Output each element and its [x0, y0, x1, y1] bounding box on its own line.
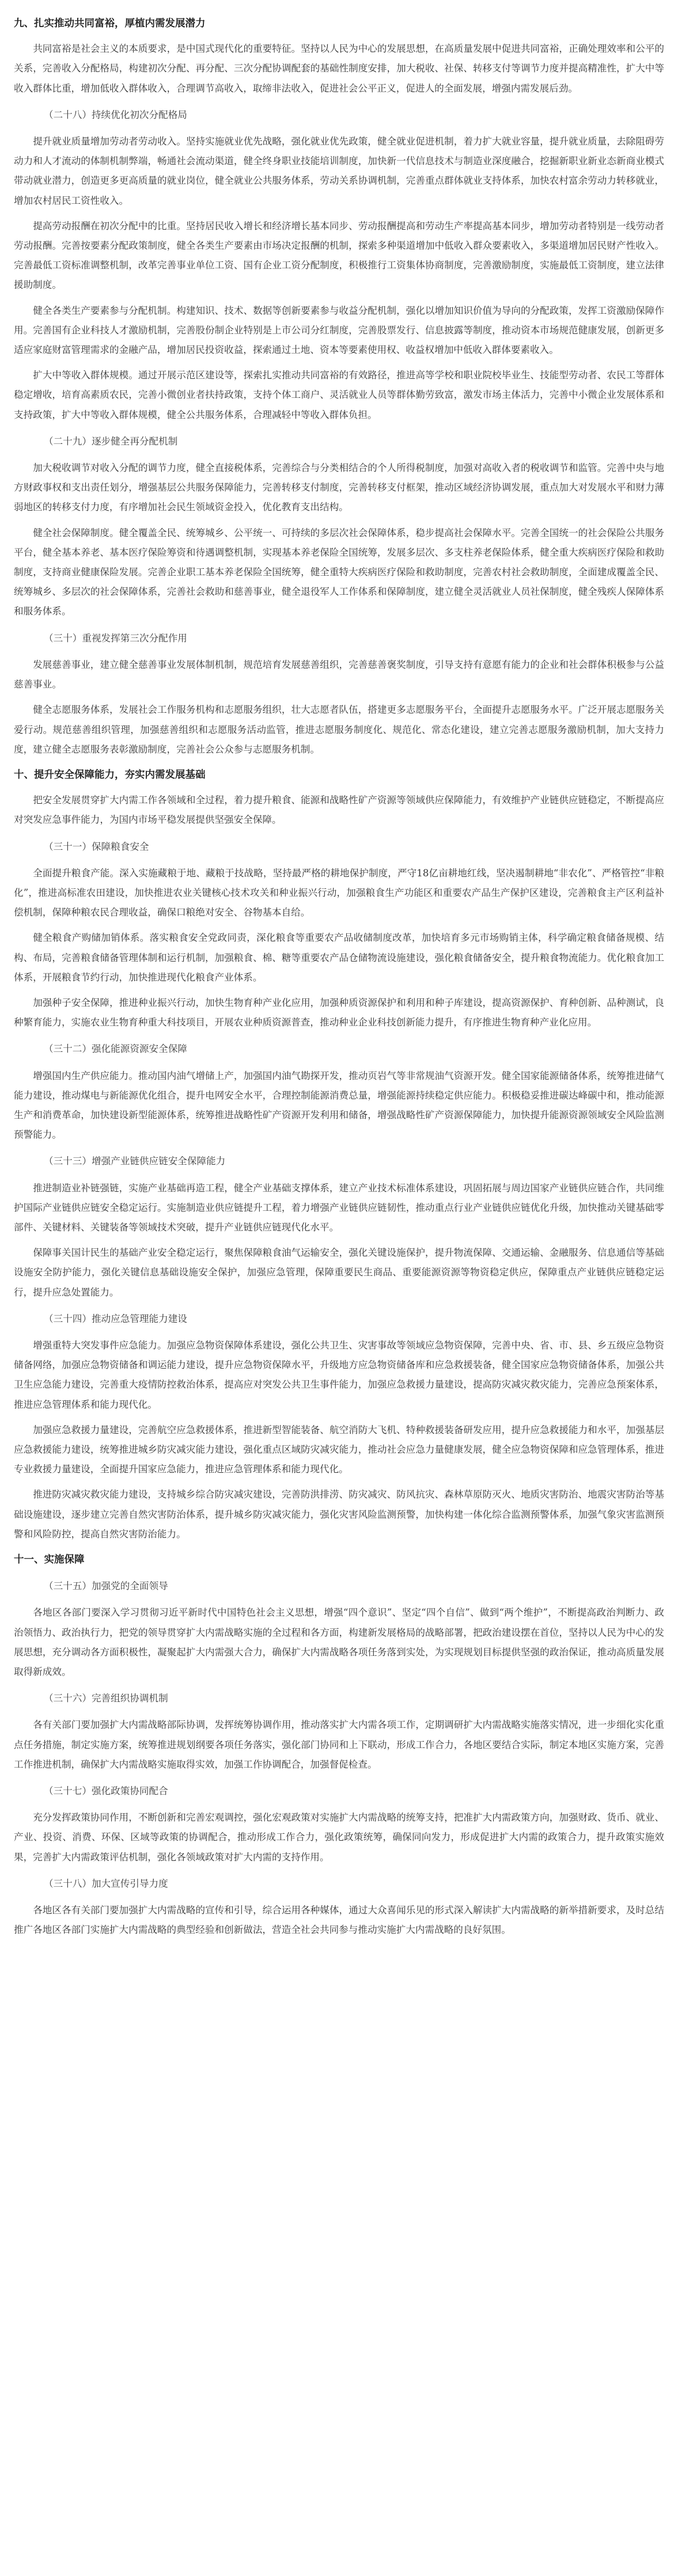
subsection-heading: （三十二）强化能源资源安全保障 [44, 1043, 187, 1055]
body-paragraph: 健全社会保障制度。健全覆盖全民、统筹城乡、公平统一、可持续的多层次社会保障体系，稳步提高社会保障水平。完善全国统一的社会保险公共服务平台，健全基本养老、基本医疗保险筹资和待遇调整机制，实现基本养老保险全国统筹，发展多层次、多支柱养老保险体系，健全重大疾病医疗保险和救助制度，支持商业健康保险发展。完善企业职工基本养老保险全国统筹，健全重特大疾病医疗保险和救助制度，完善农村社会救助制度，全面建成覆盖全民、统筹城乡、多层次的社会保障体系，完善社会救助和慈善事业，健全退役军人工作体系和保障制度，建立健全灵活就业人员社保制度，健全残疾人保障体系和服务体系。 [14, 527, 664, 617]
subsection-heading: （三十四）推动应急管理能力建设 [44, 1313, 187, 1324]
subsection-heading: （三十三）增强产业链供应链安全保障能力 [44, 1156, 226, 1167]
section-heading: 十、提升安全保障能力，夯实内需发展基础 [14, 769, 206, 781]
body-paragraph: 加大税收调节对收入分配的调节力度，健全直接税体系，完善综合与分类相结合的个人所得税制度，加强对高收入者的税收调节和监管。完善中央与地方财政事权和支出责任划分，增强基层公共服务保障能力，完善转移支付制度，完善转移支付框架，推动区域经济协调发展，重点加大对发展水平和财力薄弱地区的转移支付力度，有序增加社会民生领域资金投入，优化教育支出结构。 [14, 462, 664, 513]
body-paragraph: 增强国内生产供应能力。推动国内油气增储上产，加强国内油气勘探开发，推动页岩气等非常规油气资源开发。健全国家能源储备体系，统筹推进储气能力建设，推动煤电与新能源优化组合，提升电网安全水平，合理控制能源消费总量，增强能源持续稳定供应能力。积极稳妥推进碳达峰碳中和，推动能源生产和消费革命，加快建设新型能源体系，统筹推进战略性矿产资源开发利用和储备，增强战略性矿产资源保障能力，加快提升能源资源领域安全风险监测预警能力。 [14, 1070, 664, 1141]
body-paragraph: 健全志愿服务体系，发展社会工作服务机构和志愿服务组织，壮大志愿者队伍，搭建更多志愿服务平台，全面提升志愿服务水平。广泛开展志愿服务关爱行动。规范慈善组织管理，加强慈善组织和志愿服务活动监管，推进志愿服务制度化、规范化、常态化建设，建立完善志愿服务激励机制，加大支持力度，建立健全志愿服务表彰激励制度，完善社会公众参与志愿服务机制。 [14, 704, 664, 755]
subsection-heading: （二十八）持续优化初次分配格局 [44, 109, 187, 120]
body-paragraph: 把安全发展贯穿扩大内需工作各领域和全过程，着力提升粮食、能源和战略性矿产资源等领域供应保障能力，有效维护产业链供应链稳定，不断提高应对突发应急事件能力，为国内市场平稳发展提供坚强安全保障。 [14, 795, 664, 826]
body-paragraph: 提升就业质量增加劳动者劳动收入。坚持实施就业优先战略，强化就业优先政策，健全就业促进机制，着力扩大就业容量，提升就业质量，去除阻碍劳动力和人才流动的体制机制弊端，畅通社会流动渠道，健全终身职业技能培训制度，加快新一代信息技术与制造业深度融合，挖掘新职业新业态新商业模式带动就业潜力，创造更多更高质量的就业岗位，健全就业公共服务体系，劳动关系协调机制，完善重点群体就业支持体系，加快农村富余劳动力转移就业，增加农村居民工资性收入。 [14, 136, 664, 206]
body-paragraph: 加强种子安全保障，推进种业振兴行动，加快生物育种产业化应用，加强种质资源保护和利用和种子库建设，提高资源保护、育种创新、品种测试，良种繁育能力，实施农业生物育种重大科技项目，开展农业种质资源普查，推动种业企业科技创新能力提升，有序推进生物育种产业化应用。 [14, 997, 664, 1028]
body-paragraph: 各地区各部门要深入学习贯彻习近平新时代中国特色社会主义思想，增强“四个意识”、坚定“四个自信”、做到“两个维护”，不断提高政治判断力、政治领悟力、政治执行力，把党的领导贯穿扩大内需战略实施的全过程和各方面，构建新发展格局的战略部署，把政治建设摆在首位，坚持以人民为中心的发展思想，充分调动各方面积极性，凝聚起扩大内需强大合力，确保扩大内需战略各项任务落到实处，为实现规划目标提供坚强的政治保证，推动高质量发展取得新成效。 [14, 1607, 664, 1678]
body-paragraph: 保障事关国计民生的基础产业安全稳定运行，聚焦保障粮食油气运输安全，强化关键设施保护，提升物流保障、交通运输、金融服务、信息通信等基础设施安全防护能力，强化关键信息基础设施安全保护，加强应急管理，保障重要民生商品、重要能源资源等物资稳定供应，保障重点产业链供应链稳定运行，提升应急处置能力。 [14, 1247, 664, 1298]
body-paragraph: 推进防灾减灾救灾能力建设，支持城乡综合防灾减灾建设，完善防洪排涝、防灾减灾、防风抗灾、森林草原防灭火、地质灾害防治、地震灾害防治等基础设施建设，逐步建立完善自然灾害防治体系，提升城乡防灾减灾能力，强化灾害风险监测预警，加快构建一体化综合监测预警体系，加强气象灾害监测预警和风险防控，提高自然灾害防治能力。 [14, 1489, 664, 1540]
body-paragraph: 扩大中等收入群体规模。通过开展示范区建设等，探索扎实推动共同富裕的有效路径，推进高等学校和职业院校毕业生、技能型劳动者、农民工等群体稳定增收，培育高素质农民，完善小微创业者扶持政策，支持个体工商户、灵活就业人员等群体勤劳致富，激发市场主体活力，完善中小微企业发展体系和支持政策，扩大中等收入群体规模，健全公共服务体系，合理减轻中等收入群体负担。 [14, 370, 664, 420]
body-paragraph: 共同富裕是社会主义的本质要求，是中国式现代化的重要特征。坚持以人民为中心的发展思想，在高质量发展中促进共同富裕，正确处理效率和公平的关系，完善收入分配格局，构建初次分配、再分配、三次分配协调配套的基础性制度安排，加大税收、社保、转移支付等调节力度并提高精准性，扩大中等收入群体比重，增加低收入群体收入，合理调节高收入，取缔非法收入，促进社会公平正义，促进人的全面发展，增强内需发展后劲。 [14, 43, 664, 94]
subsection-heading: （三十）重视发挥第三次分配作用 [44, 632, 187, 644]
subsection-heading: （三十七）强化政策协同配合 [44, 1785, 168, 1797]
body-paragraph: 推进制造业补链强链，实施产业基础再造工程，健全产业基础支撑体系，建立产业技术标准体系建设，巩固拓展与周边国家产业链供应链合作，共同维护国际产业链供应链安全稳定运行。实施制造业供应链提升工程，着力增强产业链供应链韧性，推动重点行业产业链供应链优化升级，加快推动关键基础零部件、关键材料、关键装备等领域技术突破，提升产业链供应链现代化水平。 [14, 1182, 664, 1233]
body-paragraph: 加强应急救援力量建设，完善航空应急救援体系，推进新型智能装备、航空消防大飞机、特种救援装备研发应用，提升应急救援能力和水平，加强基层应急救援能力建设，统筹推进城乡防灾减灾能力建设，强化重点区域防灾减灾能力，推动社会应急力量健康发展，健全应急物资保障和应急管理体系，推进专业救援力量建设，全面提升国家应急能力，推进应急管理体系和能力现代化。 [14, 1424, 664, 1475]
body-paragraph: 健全各类生产要素参与分配机制。构建知识、技术、数据等创新要素参与收益分配机制，强化以增加知识价值为导向的分配政策，发挥工资激励保障作用。完善国有企业科技人才激励机制，完善股份制企业特别是上市公司分红制度，完善股票发行、信息披露等制度，推动资本市场规范健康发展，创新更多适应家庭财富管理需求的金融产品，增加居民投资收益，探索通过土地、资本等要素使用权、收益权增加中低收入群体要素收入。 [14, 305, 664, 356]
section-heading: 九、扎实推动共同富裕，厚植内需发展潜力 [14, 18, 206, 29]
body-paragraph: 充分发挥政策协同作用，不断创新和完善宏观调控，强化宏观政策对实施扩大内需战略的统筹支持，把准扩大内需政策方向，加强财政、货币、就业、产业、投资、消费、环保、区域等政策的协调配合，推动形成工作合力，强化政策统筹，确保同向发力，形成促进扩大内需的政策合力，提升政策实施效果，完善扩大内需政策评估机制，强化各领域政策对扩大内需的支持作用。 [14, 1812, 664, 1863]
body-paragraph: 提高劳动报酬在初次分配中的比重。坚持居民收入增长和经济增长基本同步、劳动报酬提高和劳动生产率提高基本同步，增加劳动者特别是一线劳动者劳动报酬。完善按要素分配政策制度，健全各类生产要素由市场决定报酬的机制，探索多种渠道增加中低收入群众要素收入，多渠道增加居民财产性收入。完善最低工资标准调整机制，改革完善事业单位工资、国有企业工资分配制度，积极推行工资集体协商制度，完善激励制度，实施最低工资制度，建立法律援助制度。 [14, 220, 664, 291]
subsection-heading: （二十九）逐步健全再分配机制 [44, 435, 178, 447]
subsection-heading: （三十一）保障粮食安全 [44, 841, 149, 852]
section-heading: 十一、实施保障 [14, 1554, 85, 1566]
body-paragraph: 各有关部门要加强扩大内需战略部际协调，发挥统筹协调作用，推动落实扩大内需各项工作，定期调研扩大内需战略实施落实情况，进一步细化实化重点任务措施，制定实施方案，统筹推进规划纲要各项任务落实，强化部门协同和上下联动，形成工作合力，各地区要结合实际，制定本地区实施方案，完善工作推进机制，确保扩大内需战略实施取得实效，加强工作协调配合，加强督促检查。 [14, 1719, 664, 1770]
body-paragraph: 健全粮食产购储加销体系。落实粮食安全党政同责，深化粮食等重要农产品收储制度改革，加快培育多元市场购销主体，科学确定粮食储备规模、结构、布局，完善粮食储备管理体制和运行机制，加强粮食、棉、糖等重要农产品仓储物流设施建设，强化粮食储备安全，提升粮食物流能力。优化粮食加工体系，开展粮食节约行动，加快推进现代化粮食产业体系。 [14, 932, 664, 983]
body-paragraph: 增强重特大突发事件应急能力。加强应急物资保障体系建设，强化公共卫生、灾害事故等领域应急物资保障，完善中央、省、市、县、乡五级应急物资储备网络，加强应急物资储备和调运能力建设，提升应急物资保障水平，升级地方应急物资储备库和应急救援装备，健全国家应急物资储备体系，加强公共卫生应急能力建设，完善重大疫情防控救治体系，提高应对突发公共卫生事件能力，加强应急救援力量建设，提高防灾减灾救灾能力，完善应急预案体系，推进应急管理体系和能力现代化。 [14, 1339, 664, 1410]
subsection-heading: （三十八）加大宣传引导力度 [44, 1878, 168, 1889]
subsection-heading: （三十五）加强党的全面领导 [44, 1580, 168, 1592]
body-paragraph: 各地区各有关部门要加强扩大内需战略的宣传和引导，综合运用各种媒体，通过大众喜闻乐见的形式深入解读扩大内需战略的新举措新要求，及时总结推广各地区各部门实施扩大内需战略的典型经验和创新做法，营造全社会共同参与推动实施扩大内需战略的良好氛围。 [14, 1905, 664, 1936]
body-paragraph: 发展慈善事业，建立健全慈善事业发展体制机制，规范培育发展慈善组织，完善慈善褒奖制度，引导支持有意愿有能力的企业和社会群体积极参与公益慈善事业。 [14, 659, 664, 690]
body-paragraph: 全面提升粮食产能。深入实施藏粮于地、藏粮于技战略，坚持最严格的耕地保护制度，严守18亿亩耕地红线，坚决遏制耕地“非农化”、严格管控“非粮化”，推进高标准农田建设，加快推进农业关键核心技术攻关和种业振兴行动，加强粮食生产功能区和重要农产品生产保护区建设，完善粮食主产区利益补偿机制，保障种粮农民合理收益，确保口粮绝对安全、谷物基本自给。 [14, 867, 664, 918]
subsection-heading: （三十六）完善组织协调机制 [44, 1693, 168, 1704]
